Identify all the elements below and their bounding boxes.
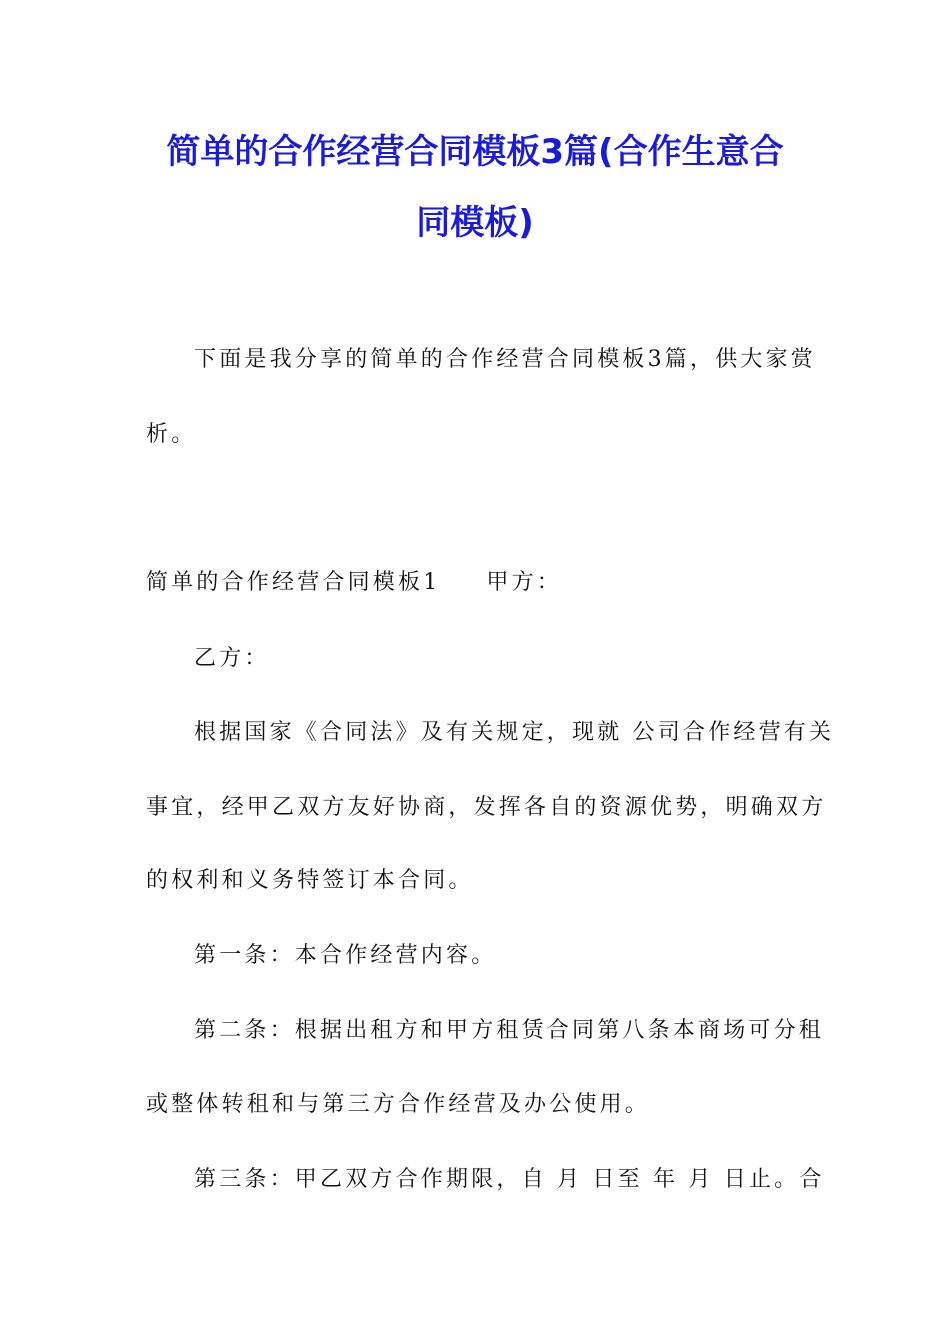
paragraph-1-line-1: 根据国家《合同法》及有关规定，现就 公司合作经营有关 [194,720,835,745]
paragraph-1-line-2: 事宜，经甲乙双方友好协商，发挥各自的资源优势，明确双方 [146,795,827,820]
paragraph-1-line-3: 的权利和义务特签订本合同。 [146,868,474,893]
party-b-label: 乙方： [194,646,270,671]
document-title-line-1: 简单的合作经营合同模板3篇(合作生意合 [166,132,784,172]
document-title-line-2: 同模板) [416,203,534,243]
article-2-line-2: 或整体转租和与第三方合作经营及办公使用。 [146,1092,651,1117]
article-3-line-1: 第三条：甲乙双方合作期限，自 月 日至 年 月 日止。合 [194,1167,825,1192]
intro-paragraph-line-2: 析。 [146,422,197,447]
party-a-label: 甲方： [486,570,563,595]
section-heading-row [146,568,806,598]
section-heading: 简单的合作经营合同模板1 [146,570,441,595]
article-1: 第一条：本合作经营内容。 [194,943,497,968]
article-2-line-1: 第二条：根据出租方和甲方租赁合同第八条本商场可分租 [194,1018,825,1043]
intro-paragraph-line-1: 下面是我分享的简单的合作经营合同模板3篇，供大家赏 [194,347,816,372]
